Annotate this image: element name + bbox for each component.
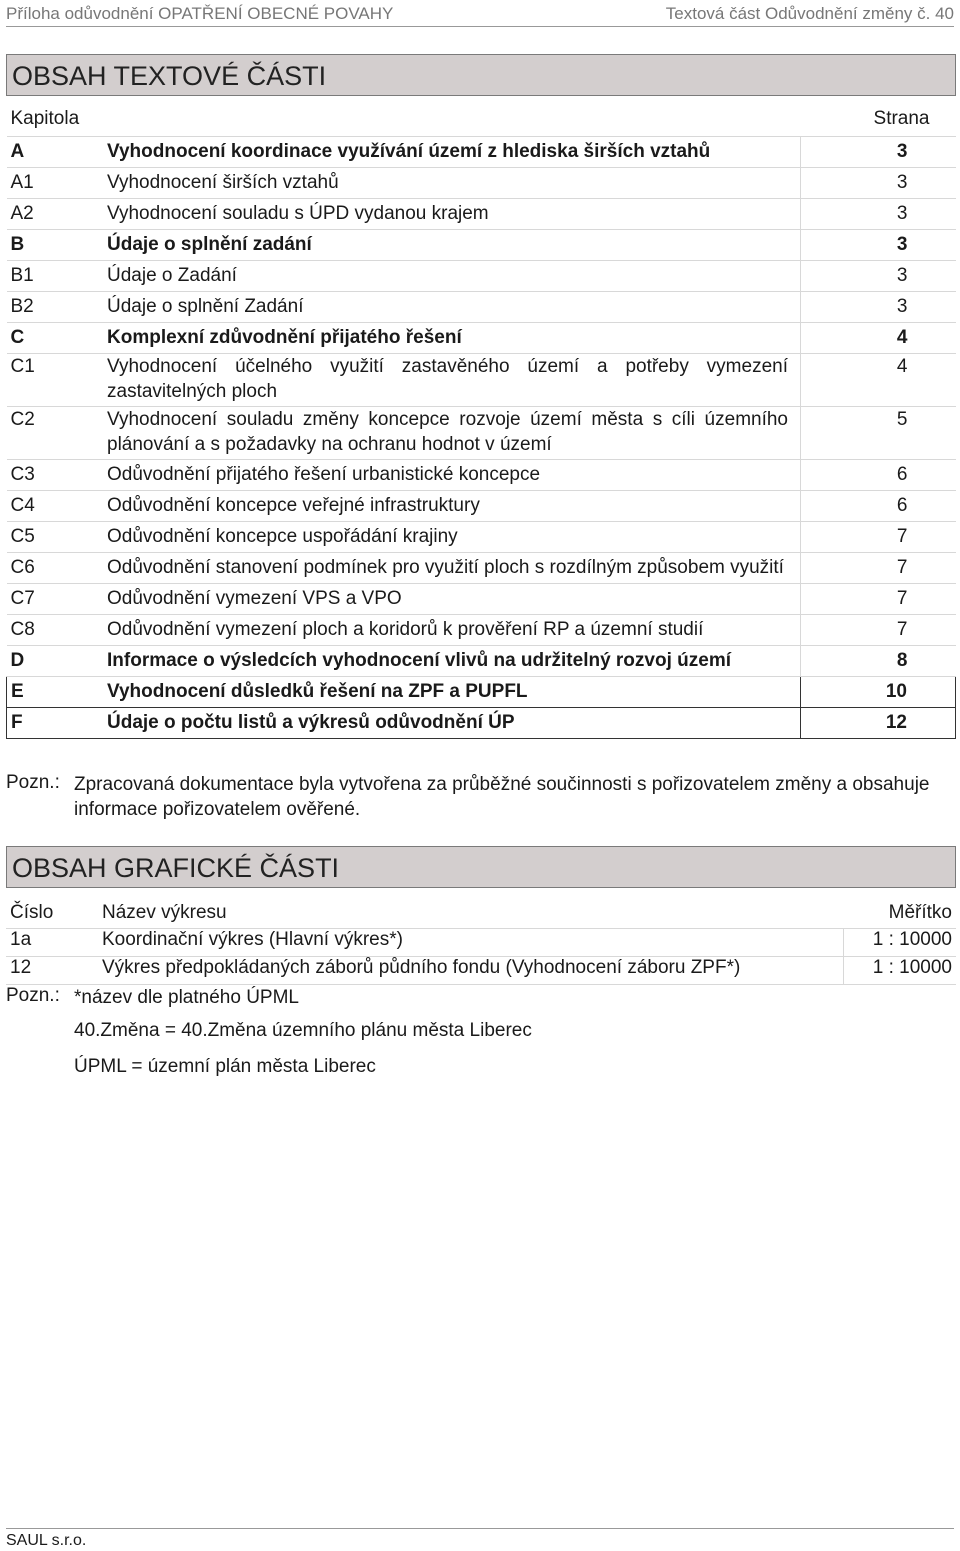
chapter-page: 3 — [801, 260, 956, 291]
chapter-page: 4 — [801, 322, 956, 353]
table-row — [7, 291, 956, 322]
chapter-code: C7 — [7, 583, 104, 614]
drawing-scale: 1 : 10000 — [844, 956, 957, 984]
col-name-header: Název výkresu — [98, 902, 844, 928]
table-row — [7, 645, 956, 676]
abbreviation-change: 40.Změna = 40.Změna územního plánu města Liberec — [74, 1020, 532, 1041]
chapter-code: D — [7, 645, 104, 676]
header-left: Příloha odůvodnění OPATŘENÍ OBECNÉ POVAHY — [6, 4, 394, 23]
table-row — [7, 490, 956, 521]
chapter-code: C2 — [7, 406, 104, 459]
drawing-number: 1a — [6, 928, 98, 956]
chapter-code: E — [7, 676, 104, 707]
chapter-page: 3 — [801, 198, 956, 229]
table-header-row — [7, 108, 956, 136]
table-row — [7, 459, 956, 490]
chapter-code: C3 — [7, 459, 104, 490]
chapter-code: C1 — [7, 353, 104, 406]
page-footer: SAUL s.r.o. — [6, 1528, 954, 1550]
table-row — [7, 614, 956, 645]
chapter-code: C6 — [7, 552, 104, 583]
chapter-title: Údaje o splnění zadání — [103, 229, 801, 260]
chapter-title: Odůvodnění koncepce uspořádání krajiny — [103, 521, 801, 552]
col-number-header: Číslo — [6, 902, 98, 928]
chapter-page: 4 — [801, 353, 956, 406]
chapter-code: B1 — [7, 260, 104, 291]
chapter-page: 7 — [801, 552, 956, 583]
page-header — [6, 4, 954, 27]
drawing-scale: 1 : 10000 — [844, 928, 957, 956]
table-row — [7, 136, 956, 167]
table-row — [7, 583, 956, 614]
chapter-code: C — [7, 322, 104, 353]
table-row — [7, 676, 956, 707]
table-header-row — [6, 902, 956, 928]
table-row — [7, 198, 956, 229]
drawing-name: Koordinační výkres (Hlavní výkres*) — [98, 928, 844, 956]
chapter-title: Komplexní zdůvodnění přijatého řešení — [103, 322, 801, 353]
note-label: Pozn.: — [6, 985, 60, 1006]
chapter-code: A — [7, 136, 104, 167]
table-row — [7, 322, 956, 353]
table-row — [6, 956, 956, 984]
chapter-page: 7 — [801, 521, 956, 552]
chapter-title: Údaje o Zadání — [103, 260, 801, 291]
chapter-page: 12 — [801, 707, 956, 738]
chapter-page: 7 — [801, 614, 956, 645]
chapter-title: Údaje o splnění Zadání — [103, 291, 801, 322]
chapter-code: B2 — [7, 291, 104, 322]
graphic-contents-table — [6, 902, 956, 985]
chapter-title: Informace o výsledcích vyhodnocení vlivů na udržitelný rozvoj území — [103, 645, 801, 676]
col-page-header: Strana — [801, 108, 956, 136]
chapter-page: 6 — [801, 459, 956, 490]
note-text: *název dle platného ÚPML — [74, 987, 299, 1008]
chapter-title: Údaje o počtu listů a výkresů odůvodnění ÚP — [103, 707, 801, 738]
chapter-code: C5 — [7, 521, 104, 552]
chapter-title: Odůvodnění stanovení podmínek pro využití ploch s rozdílným způsobem využití — [103, 552, 801, 583]
table-row — [7, 707, 956, 738]
chapter-page: 5 — [801, 406, 956, 459]
drawing-name: Výkres předpokládaných záborů půdního fondu (Vyhodnocení záboru ZPF*) — [98, 956, 844, 984]
graphic-section-title: OBSAH GRAFICKÉ ČÁSTI — [6, 846, 956, 888]
abbreviation-upml: ÚPML = územní plán města Liberec — [74, 1056, 376, 1077]
table-row — [7, 521, 956, 552]
drawing-number: 12 — [6, 956, 98, 984]
chapter-title: Vyhodnocení širších vztahů — [103, 167, 801, 198]
chapter-page: 6 — [801, 490, 956, 521]
text-section-title: OBSAH TEXTOVÉ ČÁSTI — [6, 54, 956, 96]
col-scale-header: Měřítko — [844, 902, 957, 928]
note-label: Pozn.: — [6, 772, 60, 793]
col-chapter-header: Kapitola — [7, 108, 104, 136]
chapter-code: B — [7, 229, 104, 260]
table-row — [7, 552, 956, 583]
chapter-page: 7 — [801, 583, 956, 614]
chapter-code: F — [7, 707, 104, 738]
chapter-title: Vyhodnocení koordinace využívání území z hlediska širších vztahů — [103, 136, 801, 167]
chapter-title: Vyhodnocení důsledků řešení na ZPF a PUPFL — [103, 676, 801, 707]
table-row — [7, 406, 956, 459]
chapter-title: Vyhodnocení souladu změny koncepce rozvoje území města s cíli územního plánování a s požadavky na ochranu hodnot v území — [103, 406, 801, 459]
chapter-code: A1 — [7, 167, 104, 198]
chapter-page: 8 — [801, 645, 956, 676]
chapter-title: Vyhodnocení účelného využití zastavěného území a potřeby vymezení zastavitelných ploch — [103, 353, 801, 406]
chapter-code: A2 — [7, 198, 104, 229]
chapter-title: Vyhodnocení souladu s ÚPD vydanou krajem — [103, 198, 801, 229]
chapter-title: Odůvodnění vymezení VPS a VPO — [103, 583, 801, 614]
chapter-title: Odůvodnění vymezení ploch a koridorů k prověření RP a územní studií — [103, 614, 801, 645]
chapter-code: C8 — [7, 614, 104, 645]
table-row — [6, 928, 956, 956]
chapter-page: 3 — [801, 291, 956, 322]
chapter-page: 3 — [801, 167, 956, 198]
chapter-code: C4 — [7, 490, 104, 521]
table-row — [7, 260, 956, 291]
note-text: Zpracovaná dokumentace byla vytvořena za průběžné součinnosti s pořizovatelem změny a obsahuje informace pořizovatelem ověřené. — [74, 774, 930, 820]
chapter-title: Odůvodnění přijatého řešení urbanistické koncepce — [103, 459, 801, 490]
chapter-title: Odůvodnění koncepce veřejné infrastruktury — [103, 490, 801, 521]
table-row — [7, 353, 956, 406]
chapter-page: 10 — [801, 676, 956, 707]
table-row — [7, 229, 956, 260]
table-row — [7, 167, 956, 198]
text-contents-table — [6, 108, 956, 739]
chapter-page: 3 — [801, 136, 956, 167]
header-right: Textová část Odůvodnění změny č. 40 — [665, 4, 954, 23]
chapter-page: 3 — [801, 229, 956, 260]
